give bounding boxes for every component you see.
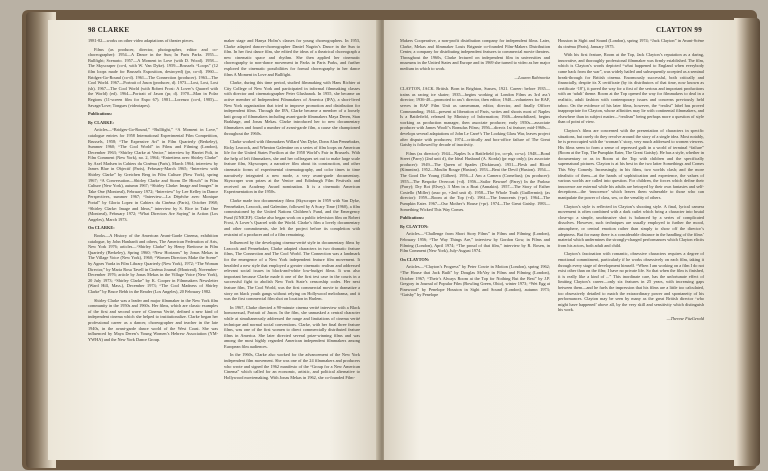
author-signature: —Therese FitzGerald xyxy=(666,315,704,321)
left-page xyxy=(48,20,380,460)
section-heading: Publications: xyxy=(88,111,113,117)
paragraph: Articles—“Clayton’s Progress” by Peter Cowie in Motion (London), spring 1962; “The House that Jack Built” by Douglas McVay in Films and Filming (London), October 1967; “Their’s Always Room at the Top for Nothing But the Best” by J.P. Gregory in Journal of Popular Film (Bowling Green, Ohio), winter 1973; “Wet Egg at Pinewood” by Penelope Houston in Sight and Sound (London), autumn 1973; “Gatsby” by Penelope xyxy=(400,264,550,298)
paragraph: Articles—“Challenge from Short Story Films” in Films and Filming (London), February 1956; “The Way Things Are,” interview by Gordon Gow, in Films and Filming (London), April 1974; “The proud of that film,” interview by R. Rosen, in Film Comment (New York), July-August 1974. xyxy=(400,231,550,254)
paragraph: Influenced by the developing cinema-verité style in documentary films by Leacock and Pennebaker, Clarke adapted characters in two dramatic feature films, The Connection and The Cool World. The Connection was a landmark for the emergence of a New York independent feature film movement. It heralded a new style that employed a greater cinematic realism and addressed relevant social issues in black-and-white low-budget films. It was also important because Clarke made it one of the first test case in the courts in a successful fight to abolish New York State’s censorship codes. Her next feature film, The Cool World, was the first commercial movie to dramatize a story on black youth gangs without relying on Hollywood melodrama, and it was the first commercial film shot on location in Harlem. xyxy=(224,240,360,302)
right-page-column-1 xyxy=(400,38,550,301)
right-running-head: CLAYTON 99 xyxy=(656,26,702,34)
paragraph: Clarke, during this time period, studied filmmaking with Hans Richter at City College of New York and participated in informal filmmaking classes with director and cinematographer Peter Glushanok. In 1955, she became an active member of Independent Filmmakers of America (IFA), a short-lived New York organization that tried to improve promotion and distribution for independent films. Through the IFA, Clarke became a member of a loosely knit group of filmmakers including avant-garde filmmakers Maya Deren, Stan Brakhage, and Jonas Mekas. Clarke introduced her to new documentary filmmakers and found a number of avant-garde film, a cause she championed throughout the 1960s. xyxy=(224,80,360,136)
paragraph: Films (as director): 1944—Naples Is a Battlefield (ro, co-ph, co-sc). 1948—Bond Street (Parry) (2nd unit d), the Ideal Husband (A. Korda) (pr mgr only); (as associate producer): 1949—The Queen of Spades (Dickinson). 1951—Flesh and Blood (Kimmins). 1952—Moulin Rouge (Huston). 1953—Beat the Devil (Huston). 1954—The Good Die Young (Gilbert). 1956—I Am a Camera (Cornelius); (as producer): 1955—The Bespoke Overcoat (+d). 1956—Sailor Beware! (Parry) In the Parlour (Parry); Dry Rot (Elvey). 3 Men in a Boat (Annakin). 1957—The Story of Esther Costello (Miller) (asso pr, +2nd unit d). 1958—The Whole Truth (Guillermin); (as director): 1959—Room at the Top (+d). 1961—The Innocents (+pr). 1964—The Pumpkin Eater. 1967—Our Mother’s House (+pr). 1974—The Great Gatsby. 1983—Something Wicked This Way Comes. xyxy=(400,150,550,212)
paragraph: With his first feature, Room at the Top, Jack Clayton’s reputation as a daring, innovative, and thoroughly professional filmmaker was firmly established. The film, which is Clayton’s words depicted “what happened to England when everybody came back from the war”, was widely hailed and subsequently accepted as a seminal break-through for British cinema. Enormously successful, both critically and financially, despite its X certificate (by its distributors of that time, now known as certificate ‘18’), it paved the way for a first of the serious and important productions with an ‘adult’ theme. Room at the Top opened the way for filmmakers to deal in a realistic, adult fashion with contemporary issues and concerns previously held taboo. On the evidence of his later films, however, the “realist” label has proved inappropriate for Clayton, whose affinities may lie with continental filmmakers, and elsewhere than in subject matter—“realism” being perhaps more a question of style than of point of view. xyxy=(558,52,704,125)
right-page-column-2 xyxy=(558,38,704,328)
paragraph: 1981-82—works on other video adaptations of theater pieces. xyxy=(88,38,194,43)
paragraph: Clayton’s fascination with romantic, obsessive characters requires a degree of emotional commitment, particularly if he works obsessively on each film, taking it through every stage of development himself. “When I am working on a film I do not exist other than on the film; I have no private life. So that when the film is finished, it is really like a kind of ...” This inordinate care, has the unfortunate effect of limiting Clayton’s career—only six features in 25 years, with increasing gaps between them—and he fuels the impression that his films are a little too calculated, too obsessively detailed to match the extraordinary power and spontaneity of his performances. Clayton may be seen by many as the great British director ‘who might have happened’ above all, by the very skill and sensitivity which distinguish his work. xyxy=(558,251,704,313)
paragraph: In the 1960s, Clarke also worked for the advancement of the New York independent film movement. She was one of the 24 filmmakers and producers who wrote and signed the 1962 manifesto of the “Group for a New American Cinema” which called for an economic, artistic, and political alternative to Hollywood moviemaking. With Jonas Mekas in 1962, she co-founded Film- xyxy=(224,352,360,380)
section-heading: Publications: xyxy=(400,215,425,221)
left-page-column-2 xyxy=(224,38,360,383)
paragraph: Clarke worked with filmmakers Willard Van Dyke, Donn Alan Pennebaker, Ricky Leacock, and Wheaton Galentine on a series of film loops on American life for the United States Pavilion at the 1958 World’s Fair in Brussels. With the help of left filmmakers, she and her colleagues set out to make large scale feature film, Skyscraper, a narrative film about its construction, and other cinematic forms of experimental cinematography, and color times to time narratively integrated a new mode, a very avant-garde documentary. Skyscraper won prizes at the Venice and Edinburgh Film Festivals and received an Academy Award nomination. It is a cinematic American Experimentation in the 1950s. xyxy=(224,139,360,195)
right-page xyxy=(384,20,736,460)
section-heading: By CLAYTON: xyxy=(400,223,429,229)
left-page-column-1 xyxy=(88,38,218,345)
paragraph: Articles—“Bridges-Go-Round,” “Bullfight,” “A Moment in Love,” catalogue entries for 1958 International Experimental Film Competition, Brussels, 1958; “The Expensive Art” in Film Quarterly (Berkeley), Summer 1960; “The Cool World” in Films and Filming (London), December 1963; “Shirley Clarke at Venice,” interview by Harriet Polt, in Film Comment (New York), no. 2, 1964; “Entretiens avec Shirley Clarke” by Axel Madsen in Cahiers du Cinéma (Paris), March 1964; interview by James Blue in Objectif (Paris), February-March 1965; “Interview with Shirley Clarke” by Gretchen Berg in Film Culture (New York), spring 1967; “A Conversation—Shirley Clarke and Storm De Hirsch” in Film Culture (New York), autumn 1967; “Shirley Clarke: Image and Images” in Take One (Montreal), February 1972; “Interview” by Lee Kelley in Dance Perspectives, summer 1967; “Interview—La Dépêche avec Monique Portal” by Gloria Lopez in Cahiers du Cinéma (Paris), October 1968; “Shirley Clarke: Image and Ideas,” interview by S. Rice in Take One (Montreal), February 1972; “What Directors Are Saying” in Action (Los Angeles), March 1973. xyxy=(88,127,218,222)
paragraph: Makers Cooperative, a non-profit distribution company for independent films. Later, Clarke, Mekas and filmmaker Louis Brigante co-founded Film-Makers Distribution Center, a company for distributing independent features to commercial movie theaters. Throughout the 1960s, Clarke lectured on independent film in universities and museums in the United States and Europe and in 1969 she turned to video as her major medium in which to work. xyxy=(400,38,550,71)
paragraph: Clayton’s films are concerned with the presentation of characters in specific situations, but rarely do they revolve around the story of a single idea. Most notably, he is preoccupied with the ‘woman’s’ story, very much addressed to women viewers. His films seem to form a sense of repressed guilt in a world of terminal “failure” (Room at the Top, The Pumpkin Eater, The Great Gatsby). He has a style, whether in documentary or as in Room at the Top with children and the specifically supernatural pictures. Clayton is at his best in the two latter Somethings and Comes This Way Comedy. Increasingly, in his films, two worlds clash; and the more idealistic of them—at the hands of sophistication and experience, the values of various worlds are called into question. For children, the forces which define their innocence are external while his adults are betrayed by their own fantasies and self-deceptions—the ‘innocence’ which leaves them vulnerable to those who can manipulate the power of class, sex, or the venality of others. xyxy=(558,127,704,201)
section-heading: On CLARKE: xyxy=(88,225,115,231)
paragraph: maker stage and Hanya Holm’s classes for young choreographers. In 1953, Clarke adapted dancer-choreographer Daniel Nagrin’s Dance in the Sun to film. In her first dance film, she edited the ideas of a theatrical choreograph a new cinematic space and rhythm. She then applied her cinematic choreography to non-dance movement in Parks in Paris Parks, and further explored the cinematic possibilities for formal choreography in her dance films A Moment in Love and Bullfight. xyxy=(224,38,360,77)
paragraph: Clarke made two documentary films (Skyscraper in 1959 with Van Dyke, Pennebaker, Leacock, and Galentine, followed by A Scary Time (1960), a film commissioned by the United Nations Children’s Fund, and the Emergency Fund (UNICEF). Clarke also began work on a public television film on Robert Frost, A Lover’s Quarrel with the World. Clarke’s film a lovely documentary and other commitments, she left the project before its completion with restraint of a producer and of a film remaining. xyxy=(224,198,360,237)
paragraph: Shirley Clarke was a leader and major filmmaker in the New York film community in the 1950s and 1960s. Her films, which are classic examples of the first and second wave of Cinema Verité, defined a new kind of independent cinema which she helped to institutionalize. Clarke began her professional career as a dancer, choreographer and teacher in the late 1940s, in the avant-garde dance world of the West Coast. She was influenced by Maya Deren’s Young Women’s Hebrew Association (YM-YWHA) and the New York Dance Group. xyxy=(88,297,218,342)
entry-heading: CLAYTON, JACK. British. Born in Brighton, Sussex, 1921. Career: before 1935—trains as racing ice skater; 1935—begins working at London Films as 3rd ass’t director; 1936-40—promoted to ass’t director, then editor; 1940—volunteers for RAF, serves in RAF Film Unit as cameraman, editor, director, and finally Officer Commanding; 1944—present at liberation of Paris, writes and shoots most of Naples Is a Battlefield, released by Ministry of Information; 1946—demobilized, begins working as production manager, then associate producer; early 1950s—associate producer with James Woolf’s Romulus Films; 1956—directs 1st feature; mid-1960s—develops several adaptations of John Le Carré’s The Looking Glass War, leaves project after dispute with producers; 1974—critically and box-office failure of The Great Gatsby is followed by decade of inactivity. xyxy=(400,86,550,148)
paragraph: Books—A History of the American Avant-Garde Cinema, exhibition catalogue, by John Hanhardt and others, The American Federation of Arts, New York 1976; articles—“Shirley Clarke” by Henry Breitrose in Film Quarterly (Berkeley), Spring 1960; “New Horizons” by Jonas Mekas in The Village Voice (New York), 1960; “Women Directors Make the Scene” by Agnes Varda in Film Library Quarterly (New York), 1972; “The Woman Director,” by Maria Rosa Tavell in Cinéma Journal (Montreal), November-December 1976; article by Jonas Mekas in the Village Voice (New York), 20 July 1973; “Shirley Clarke” by K. Cooper in Filmmakers Newsletter (Ward Hill, Mass.), December 1973; “The Cool Madness of Shirley Clarke” by Bruce Bebb in the Reader (Los Angeles), 20 February 1982. xyxy=(88,233,218,294)
paragraph: Clayton’s style is reflected in Clayton’s shooting style. A final, lyrical camera movement is often combined with a dark cutlet which bring a character into brutal close-up: a simple, unobtrusive shot is balanced by a series of complicated dissolves. However, such techniques are usually employed to further the mood, atmosphere, or central emotion rather than simply to show off the director’s adeptness. But for many there is a considerable distance in the handling of the films’ material which undermines the strongly-charged performances which Clayton elicits from his actors, both adult and child. xyxy=(558,203,704,248)
author-signature: —Lauren Rabinovitz xyxy=(514,74,550,80)
right-page-edges xyxy=(734,18,760,466)
paragraph: Films (as producer, director, photographer, editor and co-choreographer): 1954—A Dance in the Sun; In Paris Parks. 1955—Bullfight; Scenario. 1957—A Moment in Love (with D. Wood). 1958—The Skyscraper (co-d, with W. Van Dyke). 1959—Brussels “Loops” (12 film loops made for Brussels Exposition, destroyed) (pr, co-d). 1960—Bridges-Go-Round (co-d). 1961—The Connection (producer). 1963—The Cool World. 1967—Portrait of Jason (producer, d). 1973—Lost, Lost, Lost (sh). 1967—The Cool World (with Robert Frost: A Lover’s Quarrel with the World) (ed). 1964—Portrait of Jason (pr, d). 1970—Man in Polar Regions (11-screen film for Expo 67). 1981—Lorenzo (co-d, 1985)—Savage/Love; Tongues (videotapes). xyxy=(88,46,218,108)
paragraph: In 1967, Clarke directed a 90-minute cinema verité interview with a Black homosexual, Portrait of Jason. In the film, she unmasked a central character while at simultaneously addressed the range and limitations of cinema verité technique and normal social conventions. Clarke, with her final three feature films, was one of the first women to direct commercially distributed feature films in America. She later directed several prize-winning films and was among the most highly regarded American independent filmmakers among European film audiences. xyxy=(224,304,360,349)
section-heading: On CLAYTON: xyxy=(400,256,430,262)
paragraph: Houston in Sight and Sound (London), spring 1974; “Jack Clayton” in Avant-Scène du cinéma (Paris), January 1975. xyxy=(558,38,704,49)
section-heading: By CLARKE: xyxy=(88,119,114,125)
left-running-head: 98 CLARKE xyxy=(88,26,130,34)
